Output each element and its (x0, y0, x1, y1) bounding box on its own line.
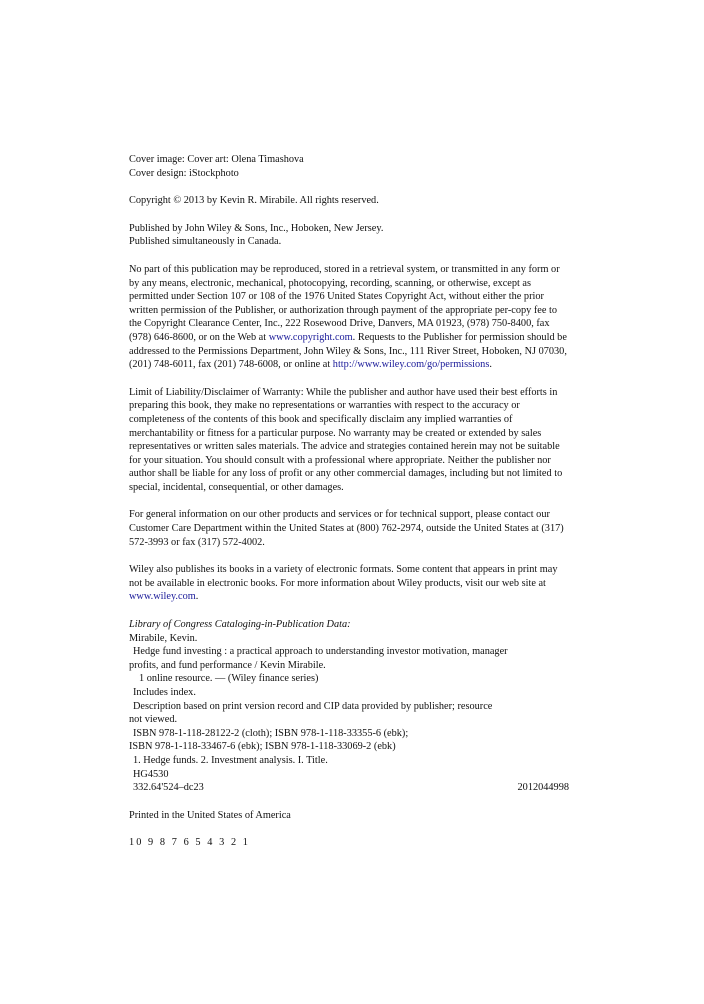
cover-credits (129, 153, 569, 180)
rights-text-a: No part of this publication may be reproduced, stored in a retrieval system, or transmitted in any form or by any means, electronic, mechanical, photocopying, recording, scanning, or otherwise, except as permitted under Section 107 or 108 of the 1976 United States Copyright Act, without either the prior written permission of the Publisher, or authorization through payment of the appropriate per-copy fee to the Copyright Clearance Center, Inc., 222 Rosewood Drive, Danvers, MA 01923, (978) 750-8400, fax (978) 646-8600, or on the Web at (129, 263, 560, 343)
cip-lccn: 2012044998 (517, 782, 569, 794)
cover-design-credit: Cover design: iStockphoto (129, 167, 239, 179)
liability-paragraph: Limit of Liability/Disclaimer of Warranty: While the publisher and author have used their best efforts in preparing this book, they make no representations or warranties with respect to the accuracy or completeness of the contents of this book and specifically disclaim any implied warranties of merchantability or fitness for a particular purpose. No warranty may be created or extended by sales representatives or written sales materials. The advice and strategies contained herein may not be suitable for your situation. You should consult with a professional where appropriate. Neither the publisher nor author shall be liable for any loss of profit or any other commercial damages, including but not limited to special, incidental, consequential, or other damages. (129, 386, 563, 493)
cip-title-line1: Hedge fund investing : a practical approach to understanding investor motivation, manager (133, 646, 508, 658)
rights-paragraph (129, 263, 569, 372)
cip-description-line2: not viewed. (129, 714, 178, 726)
general-info-paragraph: For general information on our other products and services or for technical support, please contact our Customer Care Department within the United States at (800) 762-2974, outside the United States at (317) 572-3993 or fax (317) 572-4002. (129, 509, 564, 548)
cip-description-line1: Description based on print version record and CIP data provided by publisher; resource (133, 700, 493, 712)
electronic-formats-paragraph (129, 563, 569, 604)
rights-text-c: . (489, 359, 492, 371)
cip-index: Includes index. (133, 687, 196, 698)
publisher-info (129, 222, 569, 249)
copyright-content (129, 153, 569, 864)
electronic-text-b: . (195, 591, 199, 603)
published-canada: Published simultaneously in Canada. (129, 236, 282, 248)
printing-line (129, 836, 569, 850)
cip-isbn-line1: ISBN 978-1-118-28122-2 (cloth); ISBN 978-1-118-33355-6 (ebk); (133, 727, 409, 739)
cip-heading: Library of Congress Cataloging-in-Publication Data: (129, 619, 351, 631)
cip-class: HG4530 (133, 768, 169, 780)
copyright-link[interactable]: www.copyright.com (268, 331, 353, 343)
published-by: Published by John Wiley & Sons, Inc., Hoboken, New Jersey. (129, 222, 384, 234)
cip-author: Mirabile, Kevin. (129, 632, 198, 644)
cip-subjects: 1. Hedge funds. 2. Investment analysis. I. Title. (133, 754, 328, 766)
cip-title-line2: profits, and fund performance / Kevin Mirabile. (129, 659, 326, 671)
printed-in (129, 809, 569, 823)
cip-dewey: 332.64'524–dc23 (133, 782, 204, 794)
cip-isbn-line2: ISBN 978-1-118-33467-6 (ebk); ISBN 978-1-118-33069-2 (ebk) (129, 741, 396, 753)
copyright-notice (129, 194, 569, 208)
rights-text-b: . Requests to the Publisher for permission should be addressed to the Permissions Department, John Wiley & Sons, Inc., 111 River Street, Hoboken, NJ 07030, (201) 748-6011, fax (201) 748-6008, or online at (129, 331, 567, 371)
cip-resource: 1 online resource. — (Wiley finance series) (139, 673, 319, 685)
copyright-line: Copyright © 2013 by Kevin R. Mirabile. All rights reserved. (129, 195, 379, 207)
electronic-text-a: Wiley also publishes its books in a variety of electronic formats. Some content that appears in print may not be available in electronic books. For more information about Wiley products, visit our web site at (129, 564, 558, 589)
wiley-link[interactable]: www.wiley.com (129, 591, 196, 603)
cip-data (129, 618, 569, 795)
cip-dewey-row (129, 781, 569, 795)
printing-numbers: 10 9 8 7 6 5 4 3 2 1 (129, 837, 251, 849)
cover-image-credit: Cover image: Cover art: Olena Timashova (129, 154, 304, 165)
permissions-link[interactable]: http://www.wiley.com/go/permissions (332, 359, 490, 371)
printed-in-line: Printed in the United States of America (129, 809, 291, 821)
